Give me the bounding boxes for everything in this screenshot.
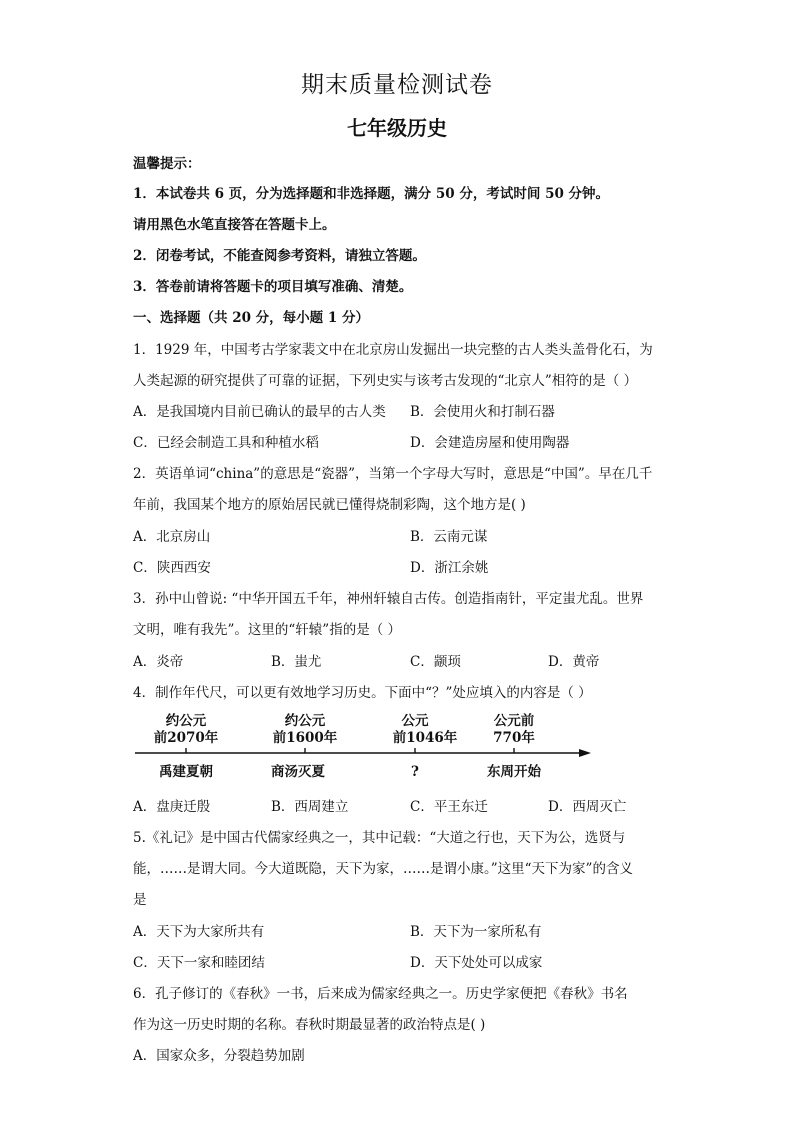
q2-option-b[interactable]: B．云南元谋 (410, 529, 488, 545)
timeline-event: ? (411, 764, 419, 780)
q1-option-a[interactable]: A．是我国境内目前已确认的最早的古人类 (133, 404, 386, 420)
timeline-date-bottom: 前1600年 (272, 730, 338, 746)
question-6-text: 6．孔子修订的《春秋》一书，后来成为儒家经典之一。历史学家便把《春秋》书名 (133, 986, 628, 1002)
section-heading: 一、选择题（共 20 分，每小题 1 分） (133, 310, 369, 326)
question-4-text: 4．制作年代尺，可以更有效地学习历史。下面中“？”处应填入的内容是（ ） (133, 685, 592, 701)
question-3-text: 文明，唯有我先”。这里的“轩辕”指的是（ ） (133, 622, 401, 638)
question-3-text: 3．孙中山曾说: “中华开国五千年，神州轩辕自古传。创造指南针，平定蚩尤乱。世界 (133, 591, 644, 607)
exam-subtitle: 七年级历史 (347, 116, 447, 140)
timeline-event: 东周开始 (487, 764, 541, 780)
exam-title: 期末质量检测试卷 (301, 72, 493, 98)
q2-option-a[interactable]: A．北京房山 (133, 529, 211, 545)
q1-option-b[interactable]: B．会使用火和打制石器 (410, 404, 555, 420)
timeline-figure (133, 708, 593, 788)
question-5-text: 5.《礼记》是中国古代儒家经典之一，其中记载：“大道之行也，天下为公，选贤与 (133, 830, 626, 846)
q2-option-c[interactable]: C．陕西西安 (133, 560, 211, 576)
q3-option-c[interactable]: C．颛顼 (410, 654, 461, 670)
question-2-text: 年前，我国某个地方的原始居民就已懂得烧制彩陶，这个地方是( ) (133, 497, 526, 513)
question-5-text: 能，……是谓大同。今大道既隐，天下为家，……是谓小康。”这里“天下为家”的含义 (133, 861, 633, 877)
timeline-date-top: 约公元 (284, 713, 326, 729)
notice-item: 请用黑色水笔直接答在答题卡上。 (133, 217, 336, 233)
timeline-event: 商汤灭夏 (271, 764, 325, 780)
q3-option-a[interactable]: A．炎帝 (133, 654, 184, 670)
q6-option-a[interactable]: A．国家众多，分裂趋势加剧 (133, 1048, 305, 1064)
q2-option-d[interactable]: D．浙江余姚 (410, 560, 489, 576)
question-1-text: 1．1929 年，中国考古学家裴文中在北京房山发掘出一块完整的古人类头盖骨化石，为 (133, 342, 653, 358)
timeline-date-bottom: 770年 (493, 730, 535, 746)
q1-option-d[interactable]: D．会建造房屋和使用陶器 (410, 435, 570, 451)
notice-item: 3．答卷前请将答题卡的项目填写准确、清楚。 (133, 279, 413, 295)
q3-option-b[interactable]: B．蚩尤 (271, 654, 322, 670)
notice-item: 1．本试卷共 6 页，分为选择题和非选择题，满分 50 分，考试时间 50 分钟。 (133, 186, 610, 202)
question-1-text: 人类起源的研究提供了可靠的证据，下列史实与该考古发现的“北京人”相符的是（ ） (133, 373, 638, 389)
q5-option-d[interactable]: D．天下处处可以成家 (410, 955, 543, 971)
timeline-arrow (579, 749, 591, 757)
notice-item: 2．闭卷考试，不能查阅参考资料，请独立答题。 (133, 248, 426, 264)
timeline-date-top: 公元前 (493, 713, 535, 729)
timeline-date-top: 约公元 (165, 713, 207, 729)
question-5-text: 是 (133, 892, 147, 908)
q5-option-c[interactable]: C．天下一家和睦团结 (133, 955, 265, 971)
timeline-date-top: 公元 (401, 713, 429, 729)
timeline-date-bottom: 前1046年 (392, 730, 458, 746)
q4-option-c[interactable]: C．平王东迁 (410, 799, 488, 815)
question-2-text: 2．英语单词“china”的意思是“瓷器”，当第一个字母大写时，意思是“中国”。早在几千 (133, 466, 653, 482)
q4-option-a[interactable]: A．盘庚迁殷 (133, 799, 211, 815)
q4-option-b[interactable]: B．西周建立 (271, 799, 349, 815)
timeline-event: 禹建夏朝 (159, 764, 213, 780)
q3-option-d[interactable]: D．黄帝 (548, 654, 600, 670)
q5-option-b[interactable]: B．天下为一家所私有 (410, 924, 542, 940)
q1-option-c[interactable]: C．已经会制造工具和种植水稻 (133, 435, 319, 451)
q5-option-a[interactable]: A．天下为大家所共有 (133, 924, 265, 940)
q4-option-d[interactable]: D．西周灭亡 (548, 799, 627, 815)
notice-heading: 温馨提示： (133, 156, 201, 172)
timeline-date-bottom: 前2070年 (153, 730, 219, 746)
question-6-text: 作为这一历史时期的名称。春秋时期最显著的政治特点是( ) (133, 1017, 486, 1033)
